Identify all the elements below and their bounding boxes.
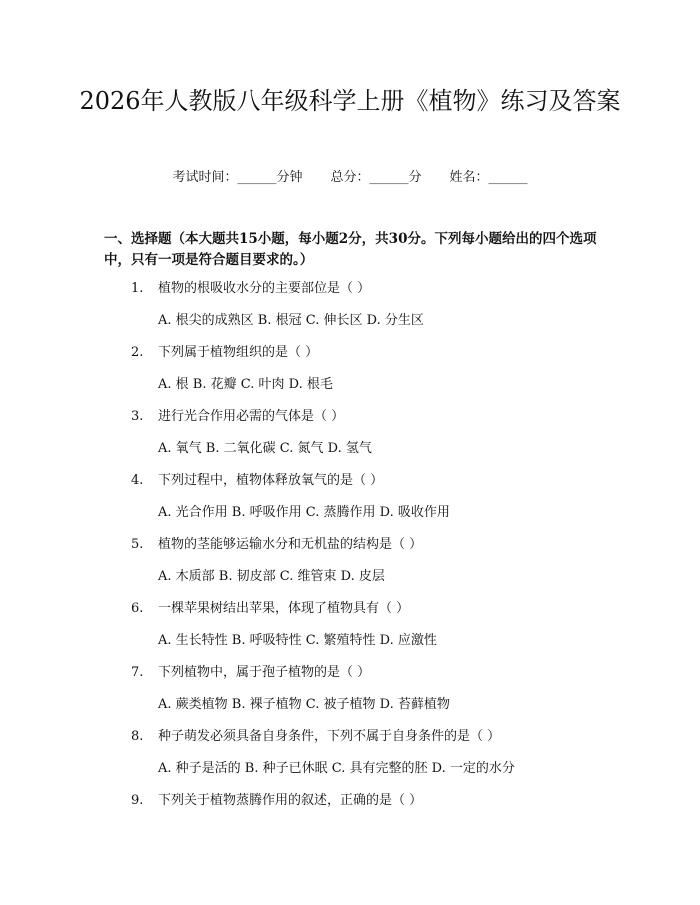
question-stem: 植物的根吸收水分的主要部位是（ ） (158, 281, 371, 296)
question-options: A. 氧气 B. 二氧化碳 C. 氮气 D. 氢气 (158, 441, 372, 456)
question-stem: 下列属于植物组织的是（ ） (158, 345, 319, 360)
exam-time-field: 考试时间：______分钟 (172, 170, 303, 185)
question-stem: 进行光合作用必需的气体是（ ） (158, 409, 345, 424)
question-item (0, 471, 700, 535)
question-options: A. 蕨类植物 B. 裸子植物 C. 被子植物 D. 苔藓植物 (158, 697, 450, 712)
question-stem: 下列植物中，属于孢子植物的是（ ） (158, 665, 371, 680)
question-options: A. 光合作用 B. 呼吸作用 C. 蒸腾作用 D. 吸收作用 (158, 505, 450, 520)
question-number: 3. (131, 409, 144, 424)
question-item (0, 727, 700, 791)
question-number: 2. (131, 345, 144, 360)
question-list (0, 279, 700, 855)
question-number: 7. (131, 665, 144, 680)
question-number: 8. (131, 729, 144, 744)
question-stem: 下列过程中，植物体释放氧气的是（ ） (158, 473, 384, 488)
question-number: 6. (131, 601, 144, 616)
question-stem: 植物的茎能够运输水分和无机盐的结构是（ ） (158, 537, 423, 552)
question-options: A. 种子是活的 B. 种子已休眠 C. 具有完整的胚 D. 一定的水分 (158, 761, 515, 776)
question-number: 4. (131, 473, 144, 488)
total-score-field: 总分：______分 (330, 170, 422, 185)
question-options: A. 生长特性 B. 呼吸特性 C. 繁殖特性 D. 应激性 (158, 633, 437, 648)
question-options: A. 根 B. 花瓣 C. 叶肉 D. 根毛 (158, 377, 333, 392)
question-number: 1. (131, 281, 144, 296)
document-title: 2026年人教版八年级科学上册《植物》练习及答案 (79, 87, 621, 115)
question-number: 9. (131, 793, 144, 808)
section-heading: 一、选择题（本大题共15小题，每小题2分，共30分。下列每小题给出的四个选项中，只有一项是符合题目要求的。） (104, 231, 597, 268)
question-stem: 下列关于植物蒸腾作用的叙述，正确的是（ ） (158, 793, 423, 808)
question-options: A. 木质部 B. 韧皮部 C. 维管束 D. 皮层 (158, 569, 385, 584)
question-item (0, 599, 700, 663)
question-stem: 种子萌发必须具备自身条件，下列不属于自身条件的是（ ） (158, 729, 501, 744)
question-stem: 一棵苹果树结出苹果，体现了植物具有（ ） (158, 601, 410, 616)
question-item (0, 535, 700, 599)
question-item (0, 407, 700, 471)
exam-meta (0, 168, 700, 188)
question-item (0, 663, 700, 727)
question-item (0, 343, 700, 407)
question-options: A. 根尖的成熟区 B. 根冠 C. 伸长区 D. 分生区 (158, 313, 424, 328)
question-item (0, 279, 700, 343)
name-field: 姓名：______ (449, 170, 528, 185)
question-number: 5. (131, 537, 144, 552)
question-item (0, 791, 700, 855)
